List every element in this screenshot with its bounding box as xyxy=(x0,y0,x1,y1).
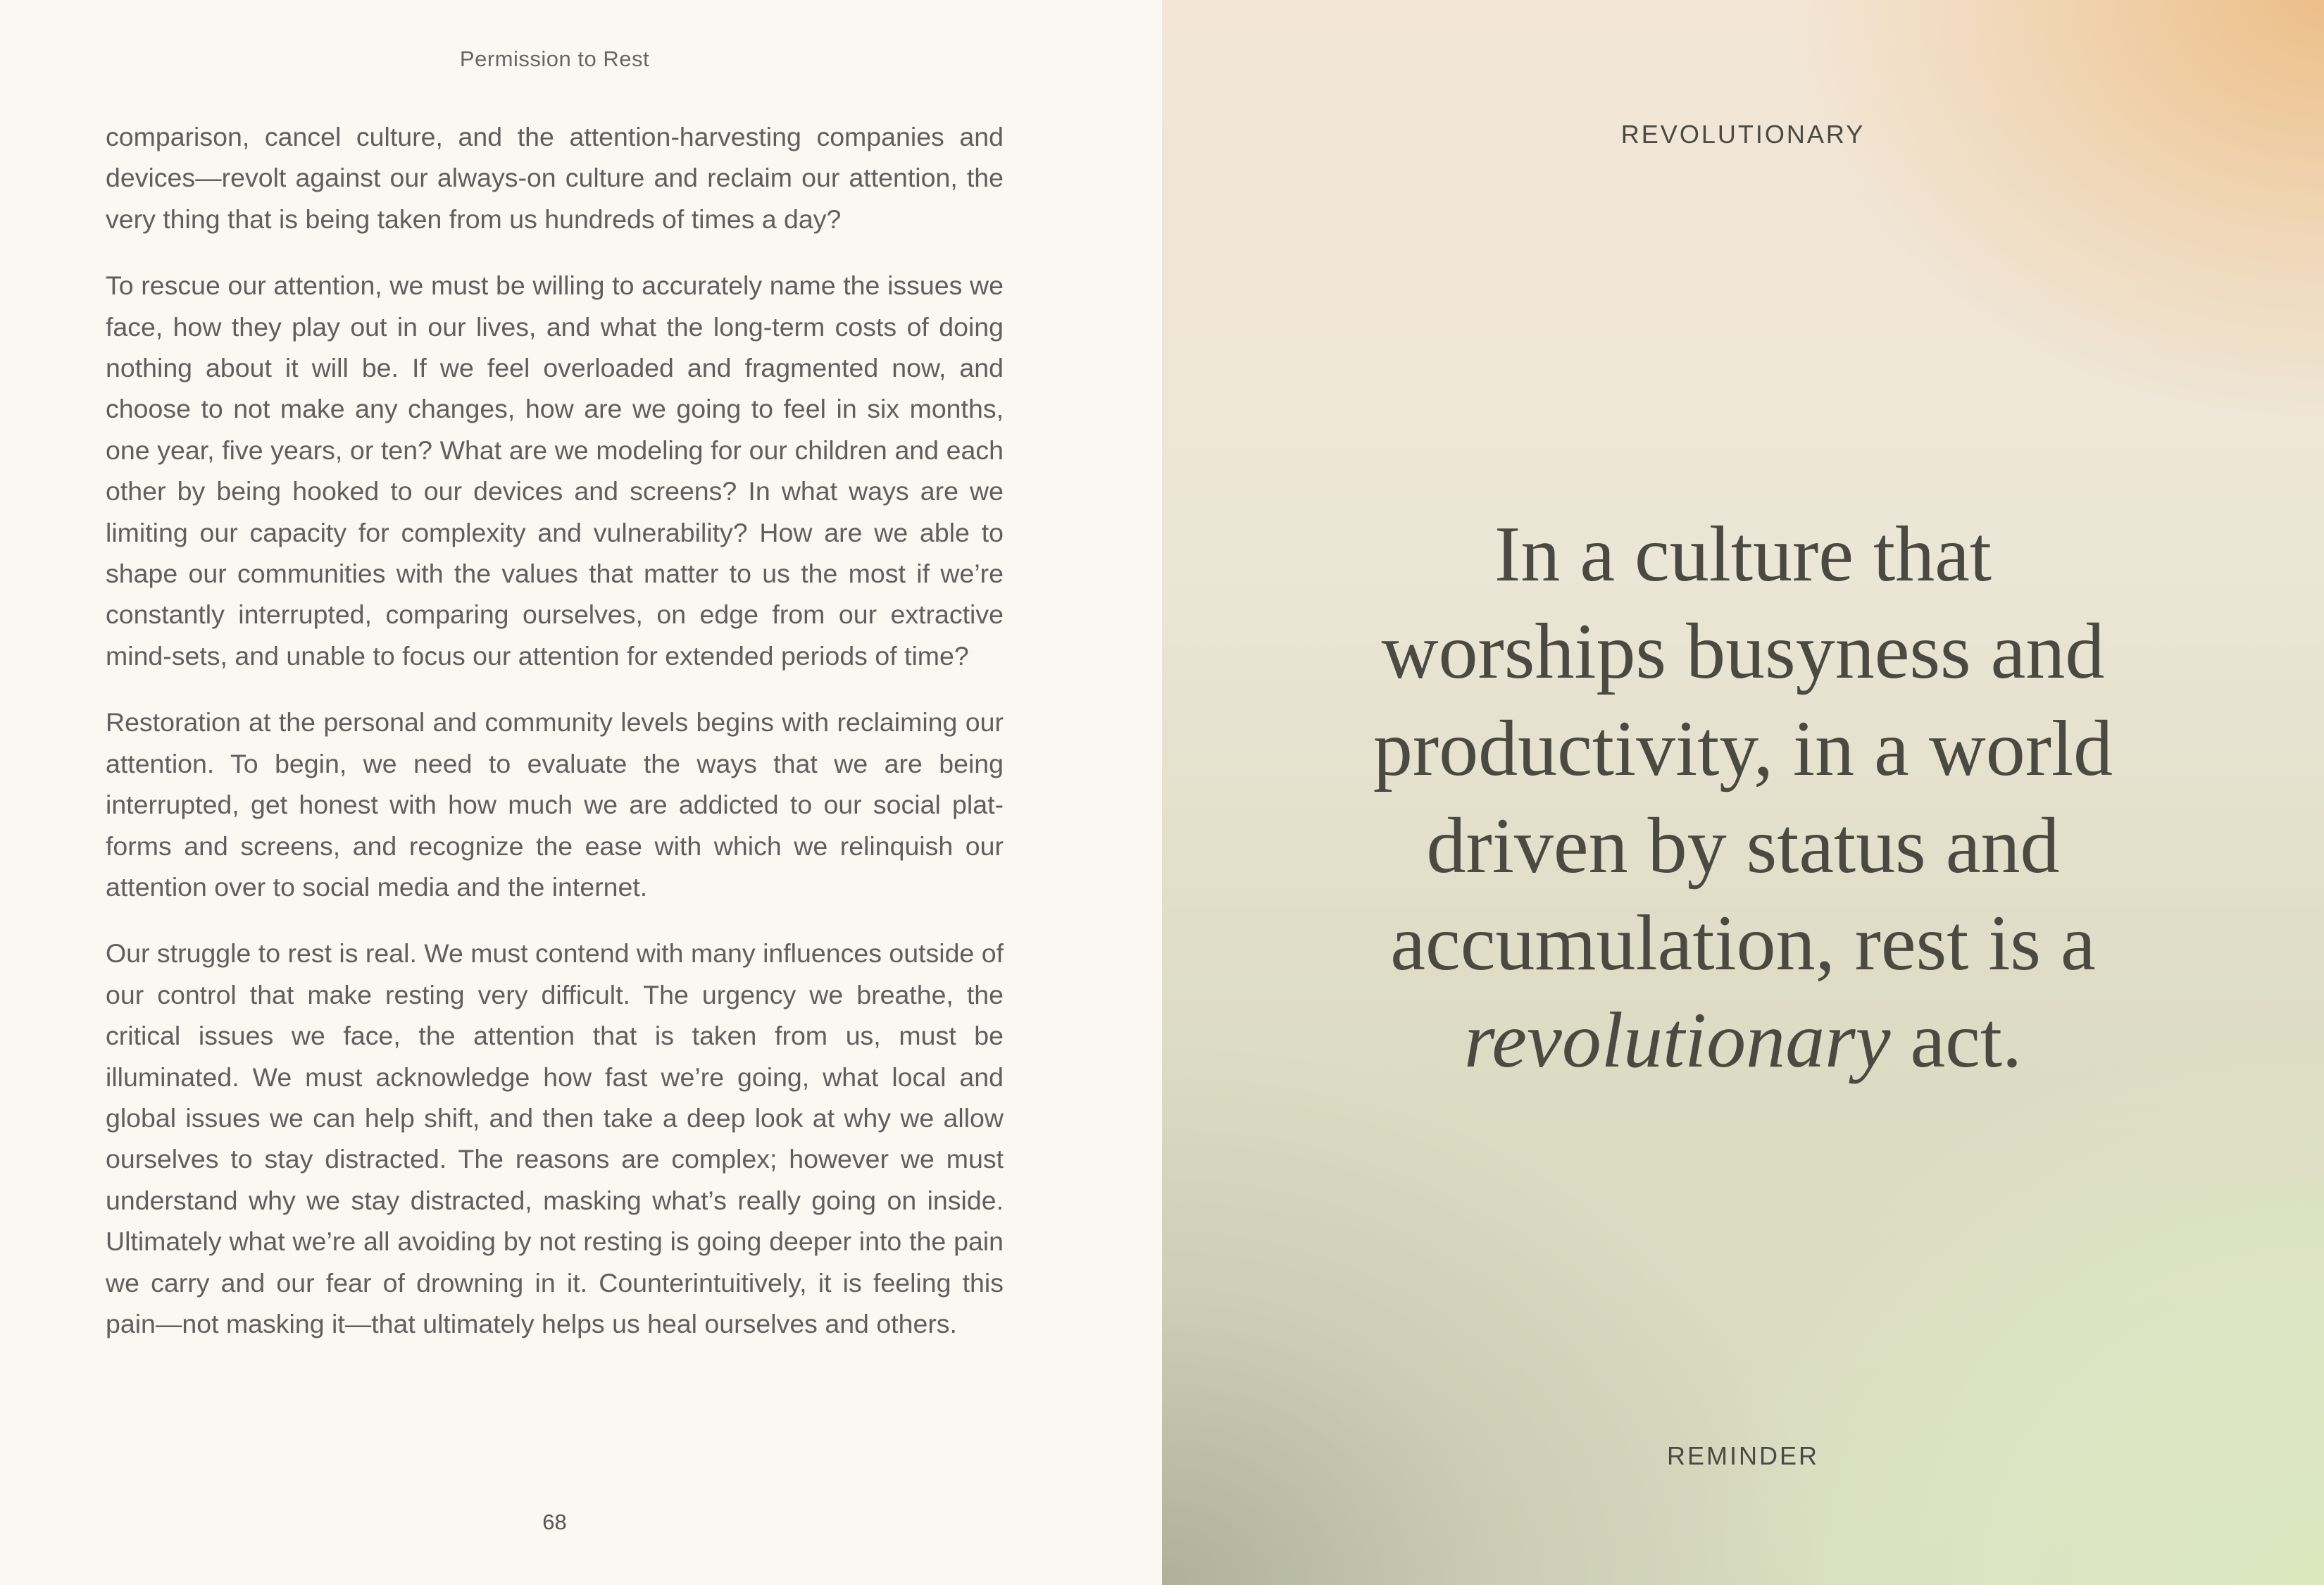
page-number: 68 xyxy=(542,1510,567,1534)
quote-last-rest: act. xyxy=(1890,997,2023,1084)
top-label: REVOLUTIONARY xyxy=(1620,120,1866,149)
quote-line: accumulation, rest is a xyxy=(1390,900,2096,987)
quote-italic-word: revolutionary xyxy=(1463,997,1891,1084)
paragraph: comparison, cancel culture, and the attention-harvesting companies and devices—revolt against our always-on culture and reclaim our attention, the very thing that is being taken from us hundreds of times a day? xyxy=(106,122,1004,234)
quote-line: In a culture that xyxy=(1494,511,1992,598)
quote-line: driven by status and xyxy=(1426,802,2060,890)
pull-quote xyxy=(1162,506,2324,1089)
right-page xyxy=(1162,0,2324,1585)
quote-last-line xyxy=(1162,992,2324,1089)
running-head: Permission to Rest xyxy=(459,46,650,71)
quote-line: productivity, in a world xyxy=(1373,705,2113,792)
paragraph: To rescue our attention, we must be willing to accurately name the issues we face, how they play out in our lives, and what the long-term costs of doing nothing about it will be. If we feel overloaded and fragmented now, and choose to not make any changes, how are we going to feel in six months, one year, five years, or ten? What are we modeling for our children and each other by being hooked to our devices and screens? In what ways are we limiting our capacity for complexity and vulnerability? How are we able to shape our communities with the values that matter to us the most if we’re constantly interrupted, comparing ourselves, on edge from our extractive mind-sets, and unable to focus our attention for extended periods of time? xyxy=(106,271,1004,671)
paragraph: Restoration at the personal and community levels begins with reclaiming our attention. To begin, we need to evaluate the ways that we are being interrupted, get honest with how much we are addicted to our social plat-forms and screens, and recognize the ease with which we relinquish our attention over to social media and the internet. xyxy=(106,707,1004,902)
quote-line: worships busyness and xyxy=(1381,608,2105,695)
bottom-label: REMINDER xyxy=(1666,1441,1819,1470)
body-text xyxy=(106,116,1004,1369)
paragraph: Our struggle to rest is real. We must contend with many influences outside of our control that make resting very difficult. The urgency we breathe, the critical issues we face, the attention that is taken from us, must be illuminated. We must acknowledge how fast we’re going, what local and global issues we can help shift, and then take a deep look at why we allow ourselves to stay distracted. The reasons are complex; however we must understand why we stay distracted, masking what’s really going on inside. Ultimately what we’re all avoiding by not resting is going deeper into the pain we carry and our fear of drowning in it. Counterintuitively, it is feeling this pain—not masking it—that ultimately helps us heal ourselves and others. xyxy=(106,938,1004,1338)
